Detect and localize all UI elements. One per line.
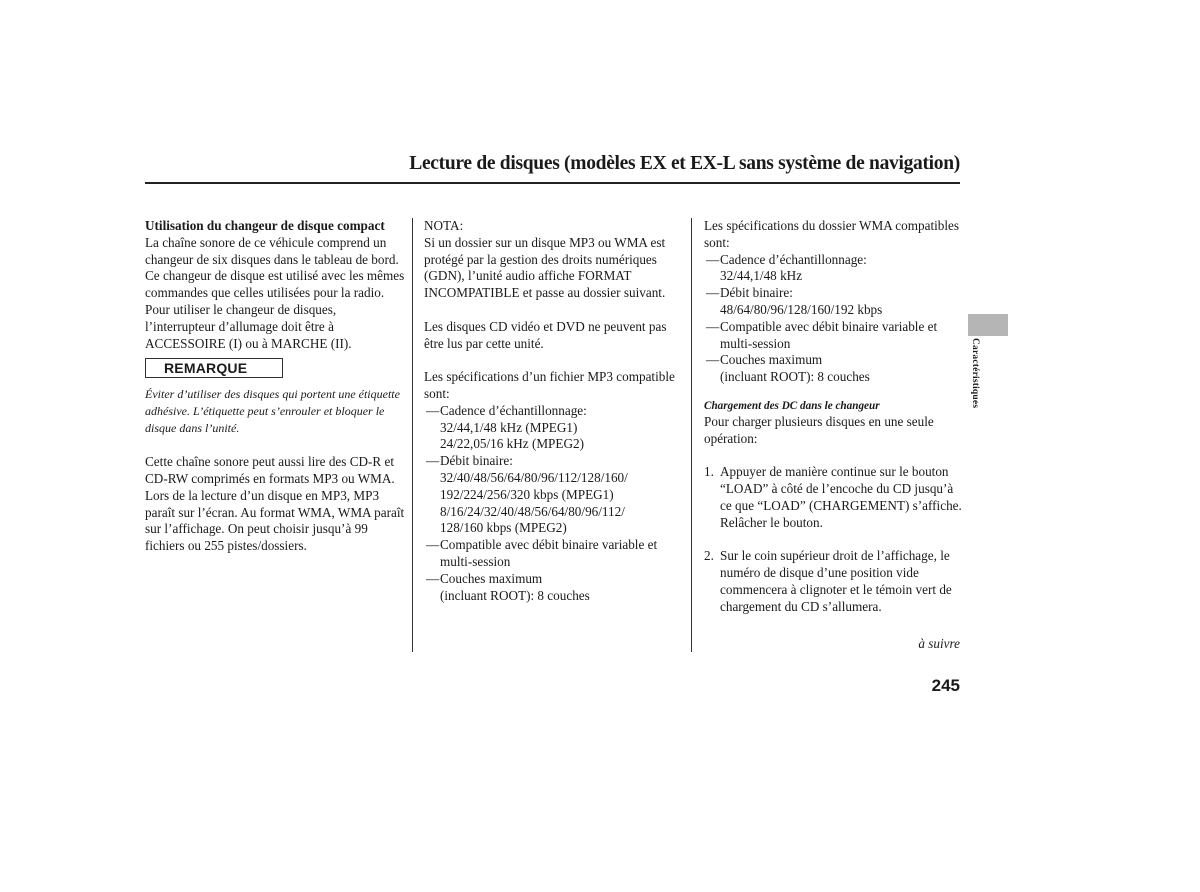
- wma-intro: Les spécifications du dossier WMA compatibles sont:: [704, 218, 960, 250]
- remarque-box: [145, 358, 283, 378]
- intro-paragraph: La chaîne sonore de ce véhicule comprend un changeur de six disques dans le tableau de bord. Ce changeur de disque est utilisé avec les mêmes commandes que celles utilisées pour la radio. Pour utiliser le changeur de disques, l’interrupteur d’allumage doit être à ACCESSOIRE (I) ou à MARCHE (II).: [145, 234, 405, 351]
- step-number: 2.: [704, 548, 714, 564]
- step-item: [704, 548, 964, 615]
- list-item-text: Cadence d’échantillonnage: 32/44,1/48 kHz (MPEG1) 24/22,05/16 kHz (MPEG2): [440, 402, 587, 452]
- dash-bullet: —: [706, 318, 720, 334]
- mp3-spec-list: [424, 403, 684, 605]
- dash-bullet: —: [426, 402, 440, 418]
- column-middle: [424, 218, 684, 604]
- dash-bullet: —: [426, 570, 440, 586]
- list-item-text: Couches maximum (incluant ROOT): 8 couches: [720, 352, 870, 385]
- dash-bullet: —: [706, 285, 720, 301]
- dash-bullet: —: [706, 352, 720, 368]
- title-rule: [145, 182, 960, 184]
- page-title: Lecture de disques (modèles EX et EX-L sans système de navigation): [409, 153, 960, 174]
- list-item-text: Débit binaire: 48/64/80/96/128/160/192 kbps: [720, 285, 883, 317]
- dash-bullet: —: [426, 537, 440, 553]
- step-text: Sur le coin supérieur droit de l’affichage, le numéro de disque d’une position vide commencera à clignoter et le témoin vert de chargement du CD s’allumera.: [720, 548, 952, 614]
- continued-label: à suivre: [918, 636, 960, 651]
- step-text: Appuyer de manière continue sur le bouton “LOAD” à côté de l’encoche du CD jusqu’à ce que “LOAD” (CHARGEMENT) s’affiche. Relâcher le bouton.: [720, 464, 962, 530]
- video-paragraph: Les disques CD vidéo et DVD ne peuvent pas être lus par cette unité.: [424, 318, 667, 351]
- dash-bullet: —: [706, 251, 720, 267]
- section-heading: Utilisation du changeur de disque compact: [145, 218, 385, 233]
- step-item: [704, 464, 964, 531]
- nota-text: Si un dossier sur un disque MP3 ou WMA est protégé par la gestion des droits numériques (GDN), l’unité audio affiche FORMAT INCOMPATIBLE et passe au dossier suivant.: [424, 234, 666, 301]
- list-item: [704, 252, 964, 286]
- list-item-text: Compatible avec débit binaire variable et multi-session: [440, 537, 658, 569]
- section-tab: [968, 314, 1008, 336]
- list-item: [424, 571, 684, 605]
- list-item-text: Couches maximum (incluant ROOT): 8 couches: [440, 570, 590, 603]
- loading-heading: Chargement des DC dans le changeur: [704, 399, 880, 412]
- remarque-label: REMARQUE: [164, 360, 248, 377]
- list-item-text: Débit binaire: 32/40/48/56/64/80/96/112/128/160/ 192/224/256/320 kbps (MPEG1) 8/16/24/32/40/48/56/64/80/96/112/ 128/160 kbps (MPEG2): [440, 453, 628, 536]
- list-item: [704, 319, 964, 353]
- section-tab-label: Caractéristiques: [970, 338, 980, 409]
- list-item-text: Compatible avec débit binaire variable et multi-session: [720, 318, 938, 351]
- column-right: [704, 218, 964, 616]
- remarque-text: Éviter d’utiliser des disques qui portent une étiquette adhésive. L’étiquette peut s’enrouler et bloquer le disque dans l’unité.: [145, 387, 400, 436]
- wma-spec-list: [704, 252, 964, 386]
- list-item: [704, 285, 964, 319]
- page-number: 245: [931, 676, 960, 695]
- step-number: 1.: [704, 464, 714, 480]
- dash-bullet: —: [426, 453, 440, 469]
- list-item-text: Cadence d’échantillonnage: 32/44,1/48 kHz: [720, 251, 867, 284]
- column-divider: [412, 218, 413, 652]
- nota-label: NOTA:: [424, 218, 464, 233]
- list-item: [424, 537, 684, 571]
- list-item: [424, 403, 684, 453]
- column-divider: [691, 218, 692, 652]
- column-left: [145, 218, 405, 555]
- loading-intro: Pour charger plusieurs disques en une seule opération:: [704, 413, 934, 446]
- mp3-intro: Les spécifications d’un fichier MP3 compatible sont:: [424, 369, 675, 401]
- format-paragraph: Cette chaîne sonore peut aussi lire des CD-R et CD-RW comprimés en formats MP3 ou WMA. Lors de la lecture d’un disque en MP3, MP3 paraît sur l’écran. Au format WMA, WMA paraît sur l’affichage. On peut choisir jusqu’à 99 fichiers ou 255 pistes/dossiers.: [145, 454, 405, 554]
- list-item: [424, 453, 684, 537]
- list-item: [704, 352, 964, 386]
